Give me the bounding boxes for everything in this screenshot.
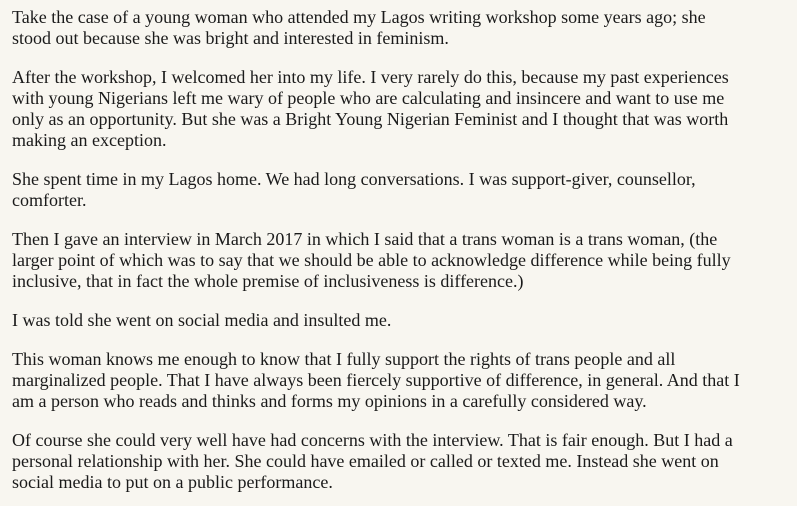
paragraph: I was told she went on social media and insulted me. bbox=[12, 310, 392, 330]
paragraph: After the workshop, I welcomed her into my life. I very rarely do this, because my past experiences with young Nigerians left me wary of people who are calculating and insincere and want to use me only as an opportunity. But she was a Bright Young Nigerian Feminist and I thought that was worth making an exception. bbox=[12, 67, 729, 150]
paragraph: Take the case of a young woman who attended my Lagos writing workshop some years ago; she stood out because she was bright and interested in feminism. bbox=[12, 7, 706, 48]
paragraph: She spent time in my Lagos home. We had long conversations. I was support-giver, counsellor, comforter. bbox=[12, 169, 696, 210]
paragraph: Then I gave an interview in March 2017 in which I said that a trans woman is a trans woman, (the larger point of which was to say that we should be able to acknowledge difference while being fully inclusive, that in fact the whole premise of inclusiveness is difference.) bbox=[12, 229, 731, 291]
paragraph: This woman knows me enough to know that I fully support the rights of trans people and all marginalized people. That I have always been fiercely supportive of difference, in general. And that I am a person who reads and thinks and forms my opinions in a carefully considered way. bbox=[12, 349, 740, 411]
paragraph: Of course she could very well have had concerns with the interview. That is fair enough. But I had a personal relationship with her. She could have emailed or called or texted me. Instead she went on social media to put on a public performance. bbox=[12, 430, 733, 492]
